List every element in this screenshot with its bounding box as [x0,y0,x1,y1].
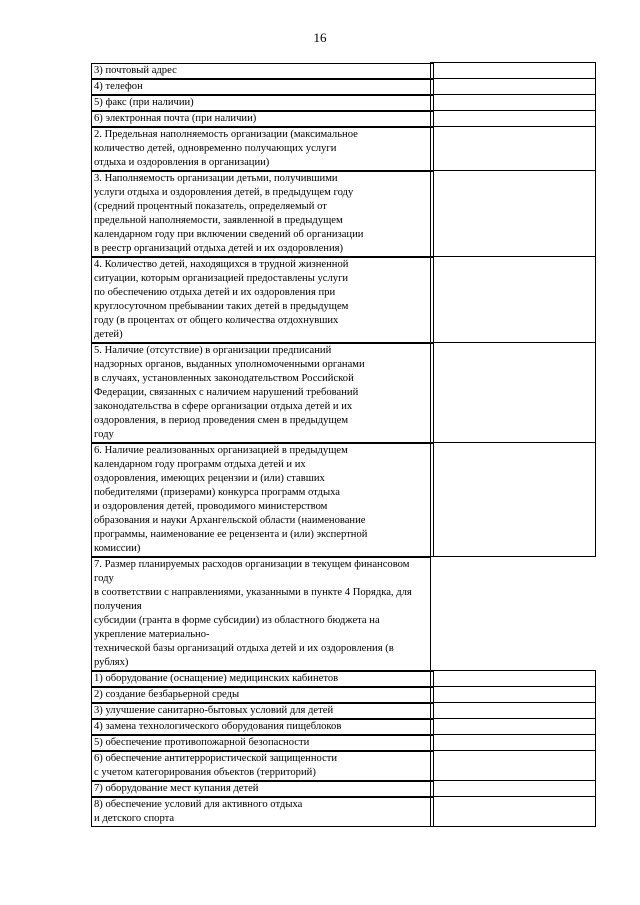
table-row [91,703,596,719]
item-value-field[interactable] [431,797,596,827]
item-value-field[interactable] [431,687,596,703]
item-label: 3) улучшение санитарно-бытовых условий для детей [91,703,434,719]
row-value-field[interactable] [431,171,596,257]
row-label: 6) электронная почта (при наличии) [91,111,434,127]
page-number: 16 [313,30,327,45]
application-form-table [91,62,596,827]
table-row [91,719,596,735]
section-7-heading: 7. Размер планируемых расходов организации в текущем финансовом году в соответствии с направлениями, указанными в пункте 4 Порядка, для получения субсидии (гранта в форме субсидии) из областного бюджета на укрепление материально- технической базы организаций отдыха детей и их оздоровления (в рублях) [91,557,431,671]
row-label: 3. Наполняемость организации детьми, получившими услуги отдыха и оздоровления детей, в предыдущем году (средний процентный показатель, определяемый от предельной наполняемости, заявленной в предыдущем календарном году при включении сведений об организации в реестр организаций отдыха детей и их оздоровления) [91,171,434,257]
item-value-field[interactable] [431,751,596,781]
table-row [91,735,596,751]
row-value-field[interactable] [431,95,596,111]
item-label: 8) обеспечение условий для активного отдыха и детского спорта [91,797,434,827]
table-row [91,127,596,171]
row-label: 2. Предельная наполняемость организации (максимальное количество детей, одновременно получающих услуги отдыха и оздоровления в организации) [91,127,434,171]
row-label: 4. Количество детей, находящихся в трудной жизненной ситуации, которым организацией предоставлены услуги по обеспечению отдыха детей и их оздоровления при круглосуточном пребывании таких детей в предыдущем году (в процентах от общего количества отдохнувших детей) [91,257,434,343]
table-row [91,111,596,127]
item-label: 1) оборудование (оснащение) медицинских кабинетов [91,671,434,687]
table-row [91,781,596,797]
row-label: 4) телефон [91,79,434,95]
row-value-field[interactable] [431,127,596,171]
item-label: 5) обеспечение противопожарной безопасности [91,735,434,751]
item-value-field[interactable] [431,719,596,735]
row-label: 5) факс (при наличии) [91,95,434,111]
item-label: 2) создание безбарьерной среды [91,687,434,703]
table-row [91,687,596,703]
item-value-field[interactable] [431,703,596,719]
row-value-field[interactable] [431,79,596,95]
table-row [91,63,596,79]
table-row [91,95,596,111]
row-label: 3) почтовый адрес [91,63,434,79]
item-label: 4) замена технологического оборудования пищеблоков [91,719,434,735]
row-value-field[interactable] [431,257,596,343]
item-value-field[interactable] [431,671,596,687]
table-row [91,443,596,557]
item-value-field[interactable] [431,735,596,751]
row-value-field[interactable] [431,343,596,443]
item-value-field[interactable] [431,781,596,797]
table-row [91,343,596,443]
table-row [91,797,596,827]
table-row [91,171,596,257]
row-value-field[interactable] [431,63,596,79]
row-label: 6. Наличие реализованных организацией в предыдущем календарном году программ отдыха детей и их оздоровления, имеющих рецензии и (или) ставших победителями (призерами) конкурса программ отдыха и оздоровления детей, проводимого министерством образования и науки Архангельской области (наименование программы, наименование ее рецензента и (или) экспертной комиссии) [91,443,434,557]
table-row [91,751,596,781]
item-label: 7) оборудование мест купания детей [91,781,434,797]
table-row [91,671,596,687]
table-row [91,79,596,95]
table-row [91,257,596,343]
row-label: 5. Наличие (отсутствие) в организации предписаний надзорных органов, выданных уполномоченными органами в случаях, установленных законодательством Российской Федерации, связанных с наличием нарушений требований законодательства в сфере организации отдыха детей и их оздоровления, в период проведения смен в предыдущем году [91,343,434,443]
row-value-field[interactable] [431,443,596,557]
row-value-field[interactable] [431,111,596,127]
item-label: 6) обеспечение антитеррористической защищенности с учетом категорирования объектов (территорий) [91,751,434,781]
section-header-row [91,557,596,671]
